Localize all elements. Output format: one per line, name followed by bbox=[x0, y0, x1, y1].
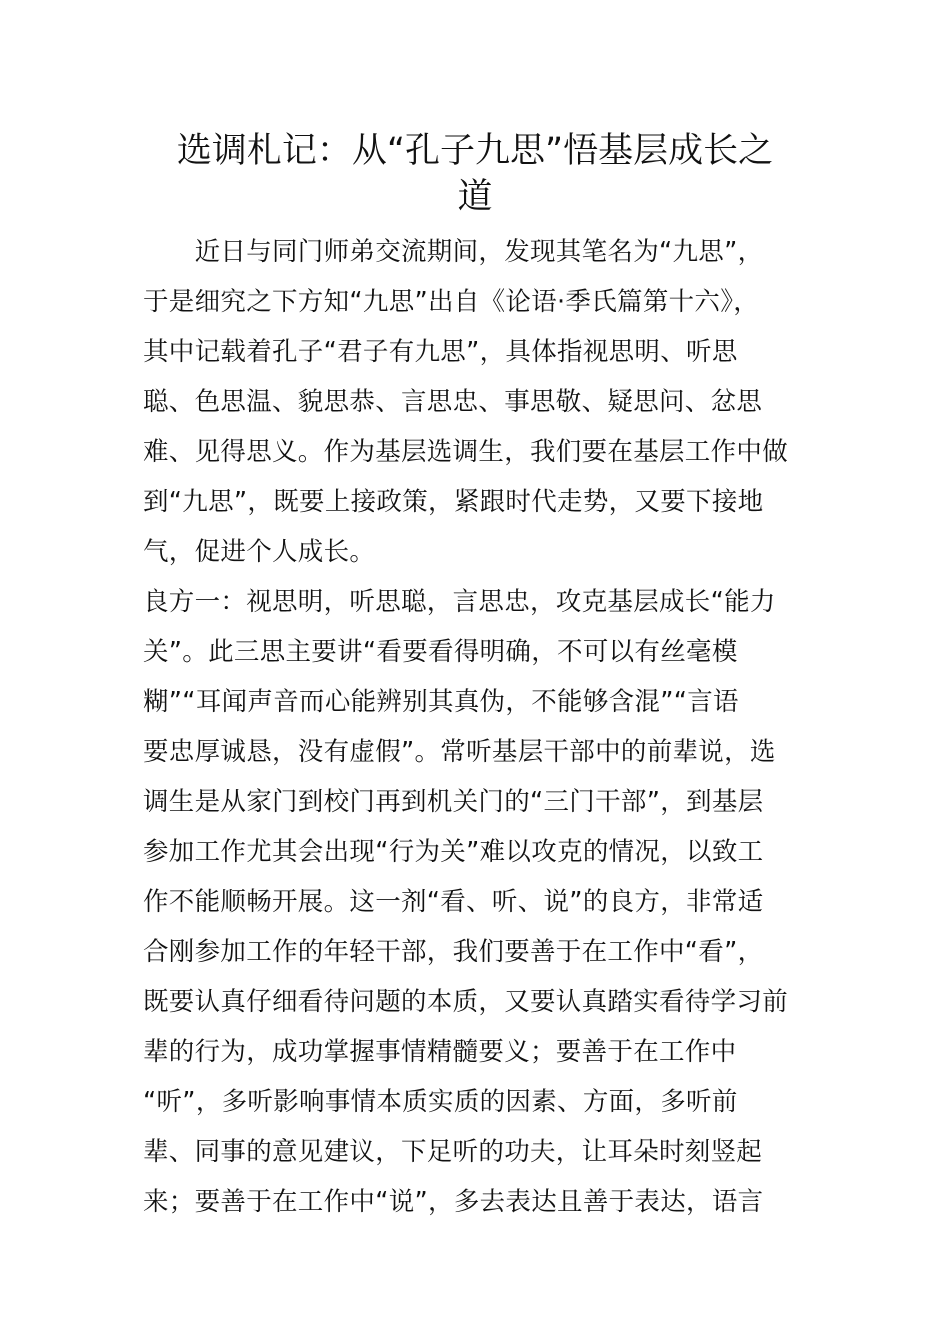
text-line: 关”。此三思主要讲“看要看得明确，不可以有丝毫模 bbox=[143, 637, 738, 667]
text-line: 近日与同门师弟交流期间，发现其笔名为“九思”， bbox=[143, 237, 764, 267]
page-title bbox=[140, 128, 810, 220]
text-line: 难、见得思义。作为基层选调生，我们要在基层工作中做 bbox=[143, 437, 789, 467]
text-line: 于是细究之下方知“九思”出自《论语·季氏篇第十六》， bbox=[143, 287, 760, 317]
text-line: 合刚参加工作的年轻干部，我们要善于在工作中“看”， bbox=[143, 937, 764, 967]
title-line: 道 bbox=[457, 177, 493, 217]
text-line: 来；要善于在工作中“说”，多去表达且善于表达，语言 bbox=[143, 1187, 764, 1217]
text-line: 聪、色思温、貌思恭、言思忠、事思敬、疑思问、忿思 bbox=[143, 387, 763, 417]
text-line: 到“九思”，既要上接政策，紧跟时代走势，又要下接地 bbox=[143, 487, 764, 517]
text-line: 调生是从家门到校门再到机关门的“三门干部”，到基层 bbox=[143, 787, 764, 817]
text-line: 既要认真仔细看待问题的本质，又要认真踏实看待学习前 bbox=[143, 987, 789, 1017]
paragraph-intro bbox=[143, 227, 808, 577]
paragraph-method-one bbox=[143, 577, 808, 1227]
text-line: 辈、同事的意见建议，下足听的功夫，让耳朵时刻竖起 bbox=[143, 1137, 763, 1167]
text-line: 作不能顺畅开展。这一剂“看、听、说”的良方，非常适 bbox=[143, 887, 764, 917]
text-line: 良方一：视思明，听思聪，言思忠，攻克基层成长“能力 bbox=[143, 587, 776, 617]
title-line: 选调札记：从“孔子九思”悟基层成长之 bbox=[176, 131, 774, 171]
text-line: 气，促进个人成长。 bbox=[143, 537, 376, 567]
text-line: 其中记载着孔子“君子有九思”，具体指视思明、听思 bbox=[143, 337, 738, 367]
text-line: 要忠厚诚恳，没有虚假”。常听基层干部中的前辈说，选 bbox=[143, 737, 776, 767]
text-line: “听”，多听影响事情本质实质的因素、方面，多听前 bbox=[143, 1087, 738, 1117]
text-line: 辈的行为，成功掌握事情精髓要义；要善于在工作中 bbox=[143, 1037, 737, 1067]
text-line: 参加工作尤其会出现“行为关”难以攻克的情况，以致工 bbox=[143, 837, 764, 867]
text-line: 糊”“耳闻声音而心能辨别其真伪，不能够含混”“言语 bbox=[143, 687, 739, 717]
